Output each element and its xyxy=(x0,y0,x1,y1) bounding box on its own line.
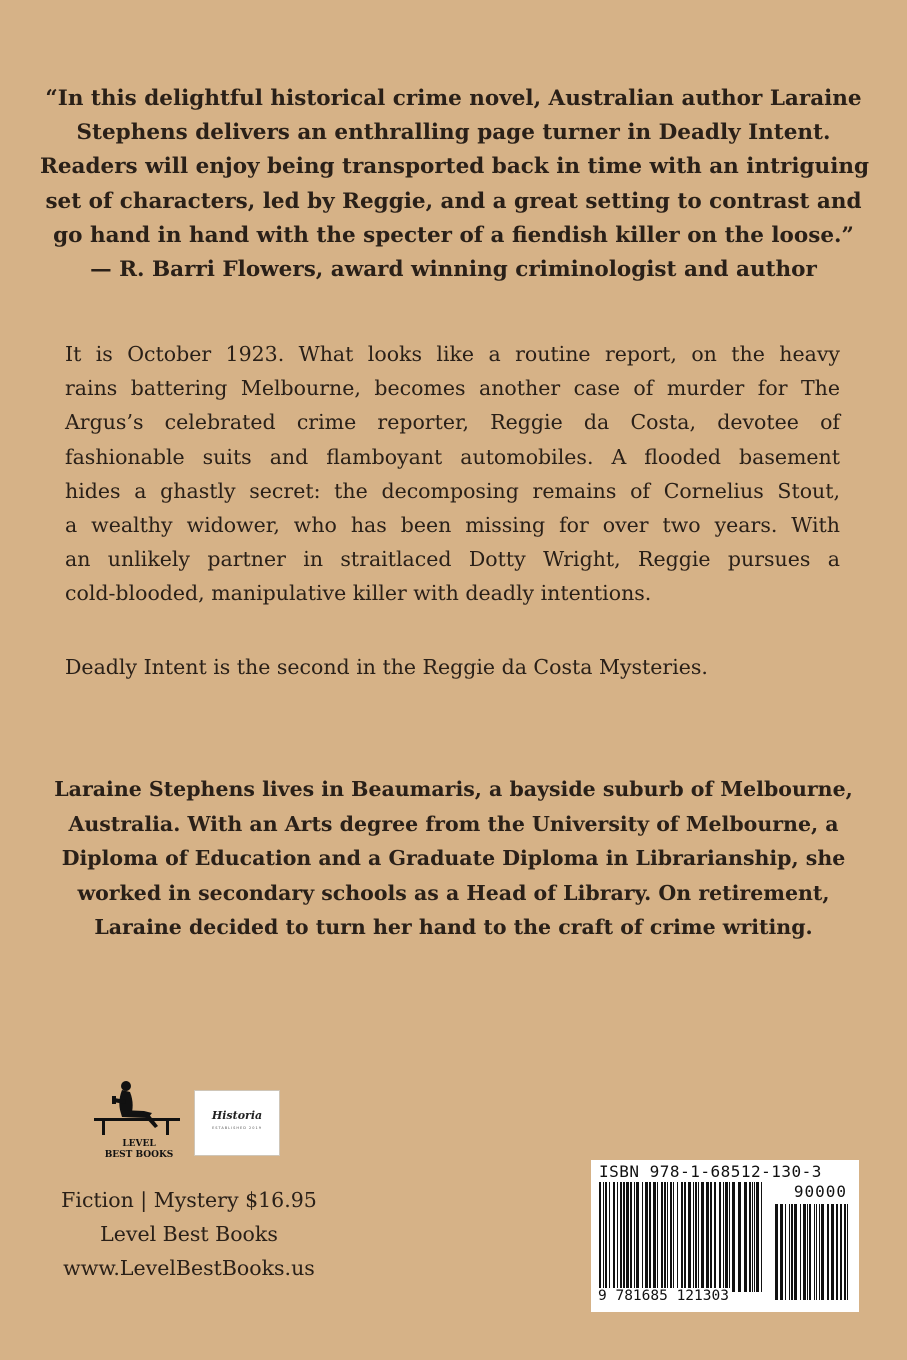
barcode-bar xyxy=(809,1204,811,1300)
category-price: Fiction | Mystery $16.95 xyxy=(61,1188,317,1212)
bio-line: Diploma of Education and a Graduate Diploma in Librarianship, she xyxy=(61,846,846,870)
barcode-bar xyxy=(684,1182,686,1292)
series-note: Deadly Intent is the second in the Reggie da Costa Mysteries. xyxy=(65,655,708,679)
barcode-bar xyxy=(677,1182,678,1292)
barcode-bar xyxy=(698,1182,699,1292)
barcode-digits: 9 781685 121303 xyxy=(598,1288,729,1304)
barcode-bar xyxy=(785,1204,786,1300)
barcode-bar xyxy=(634,1182,635,1292)
barcode-bar xyxy=(695,1182,697,1292)
barcode-bar xyxy=(653,1182,656,1292)
barcode-bar xyxy=(605,1182,607,1292)
blurb-line: Argus’s celebrated crime reporter, Reggie da Costa, devotee of xyxy=(65,410,840,435)
barcode-bar xyxy=(803,1204,806,1300)
barcode-bar xyxy=(710,1182,712,1292)
barcode-bar xyxy=(807,1204,808,1300)
barcode-bar xyxy=(693,1182,694,1292)
barcode-bar xyxy=(603,1182,604,1292)
barcode-bar xyxy=(821,1204,824,1300)
barcode-bar xyxy=(649,1182,651,1292)
barcode-bar xyxy=(701,1182,704,1292)
barcode-bar xyxy=(617,1182,618,1292)
barcode-bar xyxy=(789,1204,790,1300)
book-blurb xyxy=(65,337,840,611)
bio-line: Laraine Stephens lives in Beaumaris, a bayside suburb of Melbourne, xyxy=(54,777,853,801)
barcode-bar xyxy=(623,1182,625,1292)
barcode-bar xyxy=(752,1182,753,1292)
isbn-text: ISBN 978-1-68512-130-3 xyxy=(599,1162,822,1181)
barcode-addon-number: 90000 xyxy=(793,1182,847,1201)
barcode-bar xyxy=(673,1182,674,1292)
publisher-info xyxy=(36,1183,342,1285)
barcode-bar xyxy=(706,1182,709,1292)
barcode-bar xyxy=(609,1182,610,1292)
blurb-line: an unlikely partner in straitlaced Dotty Wright, Reggie pursues a xyxy=(65,547,840,572)
quote-line: Readers will enjoy being transported back in time with an intriguing xyxy=(40,154,870,180)
publisher-name: Level Best Books xyxy=(100,1222,278,1246)
bio-line: Laraine decided to turn her hand to the craft of crime writing. xyxy=(94,915,813,939)
barcode-bar xyxy=(664,1182,666,1292)
barcode-bar xyxy=(714,1182,716,1292)
bio-line: worked in secondary schools as a Head of Library. On retirement, xyxy=(77,880,830,905)
barcode-bar xyxy=(744,1182,747,1292)
barcode-bar xyxy=(814,1204,815,1300)
blurb-line: hides a ghastly secret: the decomposing remains of Cornelius Stout, xyxy=(65,478,840,503)
barcode-bar xyxy=(667,1182,668,1292)
barcode-bar xyxy=(719,1182,721,1292)
logo-lettering: LEVEL xyxy=(122,1139,156,1149)
review-quote xyxy=(40,82,870,287)
quote-line: “In this delightful historical crime novel, Australian author Laraine xyxy=(45,86,862,111)
barcode-bar xyxy=(688,1182,691,1292)
barcode-bar xyxy=(749,1182,751,1292)
barcode-bar xyxy=(756,1182,759,1292)
barcode-bar xyxy=(599,1182,601,1292)
barcode-bar xyxy=(794,1204,797,1300)
barcode-bar xyxy=(775,1204,778,1300)
barcode-bar xyxy=(613,1182,615,1292)
quote-attribution: — R. Barri Flowers, award winning criminologist and author xyxy=(90,257,817,283)
quote-line: set of characters, led by Reggie, and a great setting to contrast and xyxy=(45,188,862,214)
barcode-bar xyxy=(827,1204,829,1300)
barcode-bar xyxy=(630,1182,632,1292)
barcode-bar xyxy=(847,1204,848,1300)
author-bio xyxy=(50,772,857,945)
barcode-bar xyxy=(732,1182,735,1292)
barcode-addon-bars xyxy=(775,1204,851,1300)
barcode-bar xyxy=(642,1182,643,1292)
barcode-bar xyxy=(645,1182,648,1292)
blurb-line: rains battering Melbourne, becomes another case of murder for The xyxy=(65,376,840,401)
bio-line: Australia. With an Arts degree from the University of Melbourne, a xyxy=(68,811,839,836)
isbn-barcode xyxy=(591,1160,859,1312)
barcode-bar xyxy=(844,1204,846,1300)
blurb-line: cold-blooded, manipulative killer with deadly intentions. xyxy=(65,581,652,606)
barcode-bar xyxy=(723,1182,724,1292)
barcode-main-bars xyxy=(599,1182,763,1292)
quote-line: go hand in hand with the specter of a fiendish killer on the loose.” xyxy=(53,222,854,248)
barcode-bar xyxy=(819,1204,820,1300)
barcode-bar xyxy=(791,1204,793,1300)
barcode-bar xyxy=(738,1182,741,1292)
barcode-bar xyxy=(831,1204,834,1300)
historia-tagline: ESTABLISHED 2019 xyxy=(212,1126,262,1130)
barcode-bar xyxy=(636,1182,639,1292)
barcode-bar xyxy=(725,1182,728,1292)
barcode-bar xyxy=(626,1182,629,1292)
barcode-bar xyxy=(754,1182,755,1292)
level-best-books-logo xyxy=(92,1080,187,1160)
blurb-line: fashionable suits and flamboyant automobiles. A flooded basement xyxy=(65,444,840,469)
barcode-bar xyxy=(780,1204,783,1300)
barcode-bar xyxy=(840,1204,842,1300)
logo-lettering: BEST BOOKS xyxy=(104,1150,174,1160)
barcode-bar xyxy=(761,1182,762,1292)
barcode-bar xyxy=(670,1182,672,1292)
blurb-line: a wealthy widower, who has been missing for over two years. With xyxy=(65,513,840,538)
barcode-bar xyxy=(661,1182,663,1292)
historia-logo xyxy=(194,1090,280,1156)
barcode-bar xyxy=(836,1204,838,1300)
barcode-bar xyxy=(657,1182,658,1292)
barcode-bar xyxy=(681,1182,683,1292)
quote-line: Stephens delivers an enthralling page turner in Deadly Intent. xyxy=(76,120,831,146)
barcode-bar xyxy=(729,1182,730,1292)
barcode-bar xyxy=(620,1182,622,1292)
blurb-line: It is October 1923. What looks like a routine report, on the heavy xyxy=(65,342,840,366)
barcode-bar xyxy=(816,1204,817,1300)
barcode-bar xyxy=(800,1204,801,1300)
publisher-url: www.LevelBestBooks.us xyxy=(63,1256,315,1280)
historia-name: Historia xyxy=(211,1109,263,1122)
